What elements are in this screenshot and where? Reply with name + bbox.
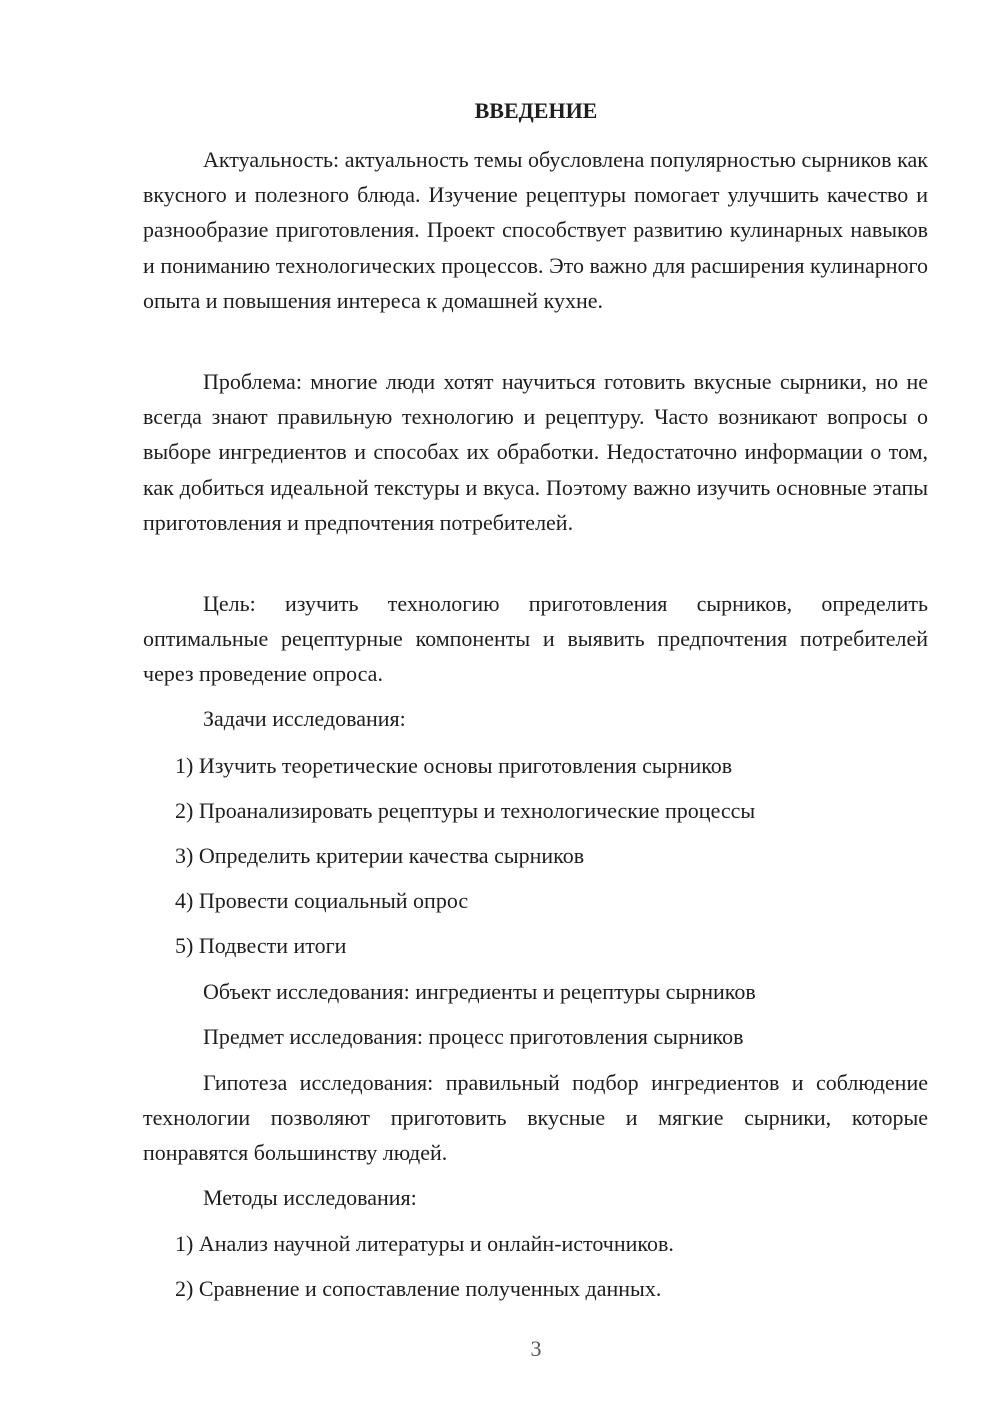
goal-paragraph: Цель: изучить технологию приготовления сырников, определить оптимальные рецептурные компоненты и выявить предпочтения потребителей через проведение опроса. xyxy=(143,591,928,687)
tasks-heading: Задачи исследования: xyxy=(203,706,406,731)
task-item: 5) Подвести итоги xyxy=(175,933,347,958)
task-item: 1) Изучить теоретические основы приготовления сырников xyxy=(175,753,733,778)
page-number: 3 xyxy=(530,1336,542,1361)
problem-paragraph: Проблема: многие люди хотят научиться готовить вкусные сырники, но не всегда знают правильную технологию и рецептуру. Часто возникают вопросы о выборе ингредиентов и способах их обработки. Недостаточно информации о том, как добиться идеальной текстуры и вкуса. Поэтому важно изучить основные этапы приготовления и предпочтения потребителей. xyxy=(143,369,928,535)
research-subject: Предмет исследования: процесс приготовления сырников xyxy=(203,1024,744,1049)
methods-heading: Методы исследования: xyxy=(203,1185,417,1210)
task-item: 4) Провести социальный опрос xyxy=(175,888,469,913)
method-item: 2) Сравнение и сопоставление полученных данных. xyxy=(175,1276,662,1301)
research-object: Объект исследования: ингредиенты и рецептуры сырников xyxy=(203,979,756,1004)
section-title: ВВЕДЕНИЕ xyxy=(474,98,598,123)
relevance-paragraph: Актуальность: актуальность темы обусловлена популярностью сырников как вкусного и полезного блюда. Изучение рецептуры помогает улучшить качество и разнообразие приготовления. Проект способствует развитию кулинарных навыков и пониманию технологических процессов. Это важно для расширения кулинарного опыта и повышения интереса к домашней кухне. xyxy=(143,147,928,313)
task-item: 3) Определить критерии качества сырников xyxy=(175,843,585,868)
hypothesis-paragraph: Гипотеза исследования: правильный подбор ингредиентов и соблюдение технологии позволяют приготовить вкусные и мягкие сырники, которые понравятся большинству людей. xyxy=(143,1070,928,1166)
task-item: 2) Проанализировать рецептуры и технологические процессы xyxy=(175,798,756,823)
method-item: 1) Анализ научной литературы и онлайн-источников. xyxy=(175,1231,674,1256)
